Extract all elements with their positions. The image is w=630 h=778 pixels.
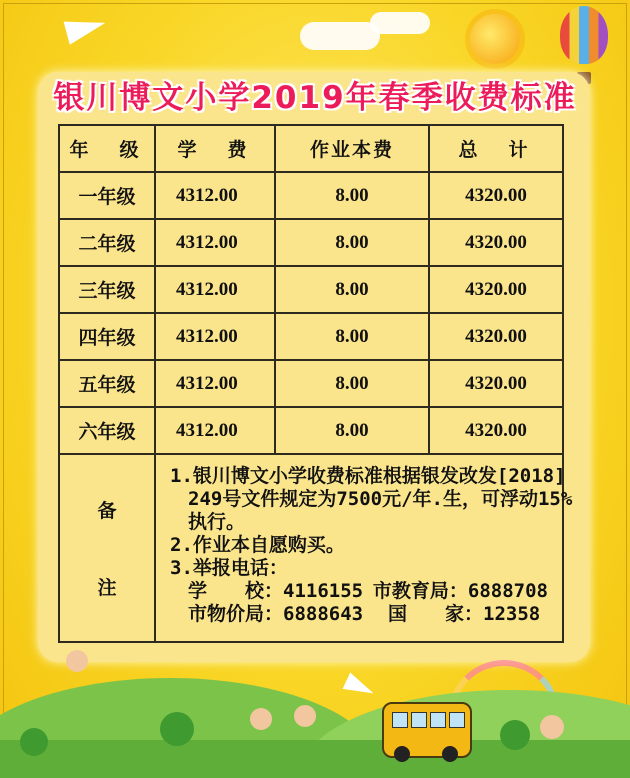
grade-cell: 六年级 — [59, 407, 155, 454]
table-row — [59, 407, 563, 454]
tuition-cell: 4312.00 — [155, 172, 275, 219]
cloud-icon — [300, 22, 380, 50]
bus-window — [430, 712, 446, 728]
sun-icon — [470, 14, 520, 64]
grade-cell: 三年级 — [59, 266, 155, 313]
child-figure-icon — [540, 715, 564, 739]
tuition-cell: 4312.00 — [155, 360, 275, 407]
table-row — [59, 172, 563, 219]
cloud-icon — [370, 12, 430, 34]
grade-cell: 二年级 — [59, 219, 155, 266]
book-fee-cell: 8.00 — [275, 360, 429, 407]
table-row — [59, 266, 563, 313]
remarks-content — [155, 454, 573, 642]
remark-line-2: 249号文件规定为7500元/年.生，可浮动15% — [188, 488, 573, 510]
child-figure-icon — [66, 650, 88, 672]
bus-window — [411, 712, 427, 728]
tuition-cell: 4312.00 — [155, 407, 275, 454]
remarks-label-bottom: 注 — [97, 577, 117, 599]
child-figure-icon — [294, 705, 316, 727]
bus-window — [449, 712, 465, 728]
tuition-cell: 4312.00 — [155, 219, 275, 266]
tree-icon — [160, 712, 194, 746]
total-cell: 4320.00 — [429, 219, 563, 266]
grade-cell: 五年级 — [59, 360, 155, 407]
phone-education-bureau: 市教育局：6888708 — [372, 580, 548, 602]
grade-cell: 一年级 — [59, 172, 155, 219]
bus-wheel — [442, 746, 458, 762]
header-total: 总 计 — [429, 125, 563, 172]
total-cell: 4320.00 — [429, 313, 563, 360]
phone-row — [170, 580, 548, 603]
remarks-label — [59, 454, 155, 642]
phone-school: 学 校：4116155 — [188, 580, 364, 602]
total-cell: 4320.00 — [429, 266, 563, 313]
phone-national: 国 家：12358 — [388, 603, 541, 625]
fee-table — [58, 124, 573, 643]
book-fee-cell: 8.00 — [275, 266, 429, 313]
remarks-row — [59, 454, 563, 642]
book-fee-cell: 8.00 — [275, 219, 429, 266]
table-row — [59, 313, 563, 360]
book-fee-cell: 8.00 — [275, 313, 429, 360]
remarks-label-top: 备 — [97, 500, 117, 522]
table-row — [59, 360, 563, 407]
phone-row — [170, 603, 548, 626]
table-header-row — [59, 125, 563, 172]
remark-line-4: 2.作业本自愿购买。 — [170, 534, 345, 556]
school-bus-icon — [382, 702, 472, 758]
total-cell: 4320.00 — [429, 360, 563, 407]
hot-air-balloon-icon — [560, 6, 608, 64]
remark-line-3: 执行。 — [188, 511, 246, 533]
table-row — [59, 219, 563, 266]
header-grade: 年 级 — [59, 125, 155, 172]
header-tuition: 学 费 — [155, 125, 275, 172]
remark-line-1: 1.银川博文小学收费标准根据银发改发[2018] — [170, 465, 566, 487]
page-title: 银川博文小学2019年春季收费标准 — [53, 80, 577, 116]
tree-icon — [500, 720, 530, 750]
tuition-cell: 4312.00 — [155, 313, 275, 360]
phone-price-bureau: 市物价局：6888643 — [188, 603, 364, 625]
remark-line-5: 3.举报电话： — [170, 557, 288, 579]
book-fee-cell: 8.00 — [275, 407, 429, 454]
header-book-fee: 作业本费 — [275, 125, 429, 172]
tuition-cell: 4312.00 — [155, 266, 275, 313]
tree-icon — [20, 728, 48, 756]
bus-wheel — [394, 746, 410, 762]
total-cell: 4320.00 — [429, 172, 563, 219]
child-figure-icon — [250, 708, 272, 730]
book-fee-cell: 8.00 — [275, 172, 429, 219]
total-cell: 4320.00 — [429, 407, 563, 454]
bus-window — [392, 712, 408, 728]
grade-cell: 四年级 — [59, 313, 155, 360]
grass-ground — [0, 740, 630, 778]
